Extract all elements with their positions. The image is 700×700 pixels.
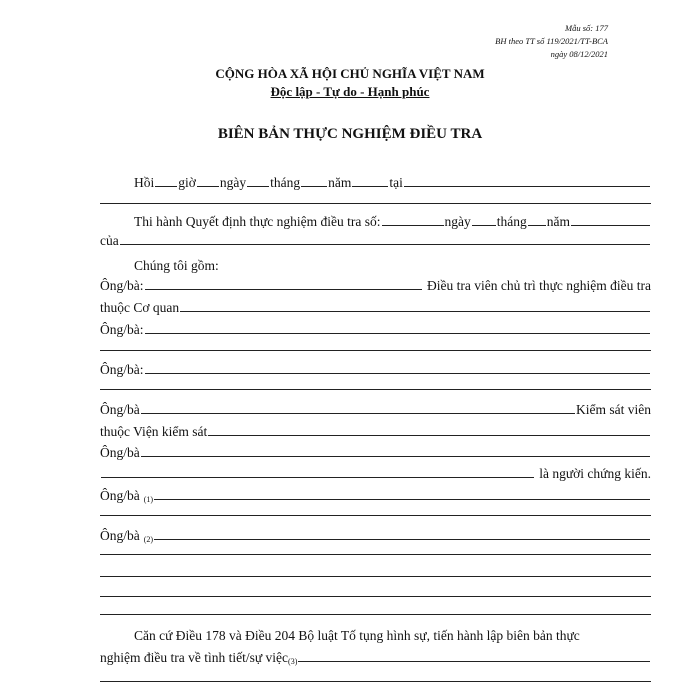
blank-subject[interactable] [298, 660, 650, 662]
subject-label: nghiệm điều tra về tình tiết/sự việc [100, 650, 289, 665]
decision-thang: tháng [496, 214, 527, 229]
blank-minute[interactable] [197, 185, 219, 187]
motto [0, 84, 700, 100]
blank-participant[interactable] [145, 372, 651, 374]
label-ngay: ngày [219, 175, 247, 190]
agency-label: thuộc Cơ quan [100, 300, 180, 315]
decision-nam: năm [546, 214, 571, 229]
blank-decision-year[interactable] [571, 224, 650, 226]
blank-decision-number[interactable] [382, 224, 444, 226]
decision-label: Thi hành Quyết định thực nghiệm điều tra số: [134, 214, 381, 229]
label-nam: năm [328, 175, 352, 190]
prosecutor-role: Kiểm sát viên [576, 402, 651, 417]
decision-row [100, 210, 651, 230]
legal-basis-text: Căn cứ Điều 178 và Điều 204 Bộ luật Tố tụng hình sự, tiến hành lập biên bản thực [134, 628, 580, 643]
blank-lead-investigator[interactable] [145, 288, 423, 290]
witness-role-row [100, 462, 651, 482]
blank-line[interactable] [100, 515, 651, 516]
label-ong-ba: Ông/bà [100, 445, 140, 460]
label-ong-ba: Ông/bà: [100, 278, 144, 293]
national-title: CỘNG HÒA XÃ HỘI CHỦ NGHĨA VIỆT NAM [215, 66, 485, 81]
blank-day[interactable] [247, 185, 269, 187]
form-number-block [495, 22, 608, 61]
blank-line[interactable] [100, 203, 651, 204]
other-participant-row-1 [100, 484, 651, 504]
subject-row [100, 646, 651, 666]
decision-ngay: ngày [444, 214, 471, 229]
label-ong-ba: Ông/bà: [100, 362, 144, 377]
lead-role: Điều tra viên chủ trì thực nghiệm điều tra [427, 278, 651, 293]
label-ong-ba: Ông/bà: [100, 322, 144, 337]
blank-place[interactable] [404, 185, 650, 187]
form-regulation: BH theo TT số 119/2021/TT-BCA [495, 36, 608, 46]
document-title: BIÊN BẢN THỰC NGHIỆM ĐIỀU TRA [217, 126, 483, 142]
blank-other-participant-2[interactable] [154, 538, 650, 540]
blank-line[interactable] [100, 389, 651, 390]
blank-line[interactable] [100, 681, 651, 682]
label-ong-ba: Ông/bà [100, 528, 140, 543]
blank-month[interactable] [301, 185, 327, 187]
procuracy-row [100, 420, 651, 440]
form-date: ngày 08/12/2021 [550, 49, 608, 59]
blank-decision-day[interactable] [472, 224, 496, 226]
label-tai: tại [389, 175, 403, 190]
label-ong-ba: Ông/bà [100, 488, 140, 503]
time-place-row [100, 171, 651, 191]
participant-row [100, 318, 651, 338]
blank-other-participant-1[interactable] [154, 498, 650, 500]
participants-intro: Chúng tôi gồm: [134, 258, 219, 273]
form-number: Mẫu số: 177 [565, 23, 608, 33]
prosecutor-row [100, 398, 651, 418]
blank-witness[interactable] [141, 455, 650, 457]
blank-line[interactable] [100, 554, 651, 555]
witness-row [100, 441, 651, 461]
blank-procuracy[interactable] [208, 434, 650, 436]
witness-role: là người chứng kiến. [539, 466, 651, 481]
label-ong-ba: Ông/bà [100, 402, 140, 417]
blank-agency[interactable] [180, 310, 650, 312]
issuer-row [100, 229, 651, 249]
blank-prosecutor[interactable] [141, 412, 575, 414]
footnote-ref-2: (2) [143, 535, 154, 544]
lead-investigator-row [100, 274, 651, 294]
blank-participant[interactable] [145, 332, 651, 334]
other-participant-row-2 [100, 524, 651, 544]
blank-hour[interactable] [155, 185, 177, 187]
blank-line[interactable] [100, 596, 651, 597]
label-gio: giờ [178, 175, 196, 190]
footnote-ref-3: (3) [288, 657, 298, 666]
motto-text: Độc lập - Tự do - Hạnh phúc [270, 84, 430, 99]
blank-line[interactable] [100, 614, 651, 615]
procuracy-label: thuộc Viện kiểm sát [100, 424, 208, 439]
participants-intro-row [100, 254, 651, 274]
blank-line[interactable] [100, 350, 651, 351]
blank-witness-continued[interactable] [101, 476, 534, 478]
blank-line[interactable] [100, 576, 651, 577]
blank-year[interactable] [352, 185, 388, 187]
label-thang: tháng [270, 175, 301, 190]
legal-basis-row [100, 624, 651, 644]
participant-row [100, 358, 651, 378]
footnote-ref-1: (1) [143, 495, 154, 504]
label-hoi: Hồi [134, 175, 155, 190]
label-cua: của [100, 233, 119, 248]
blank-issuer[interactable] [120, 243, 650, 245]
blank-decision-month[interactable] [528, 224, 546, 226]
agency-row [100, 296, 651, 316]
